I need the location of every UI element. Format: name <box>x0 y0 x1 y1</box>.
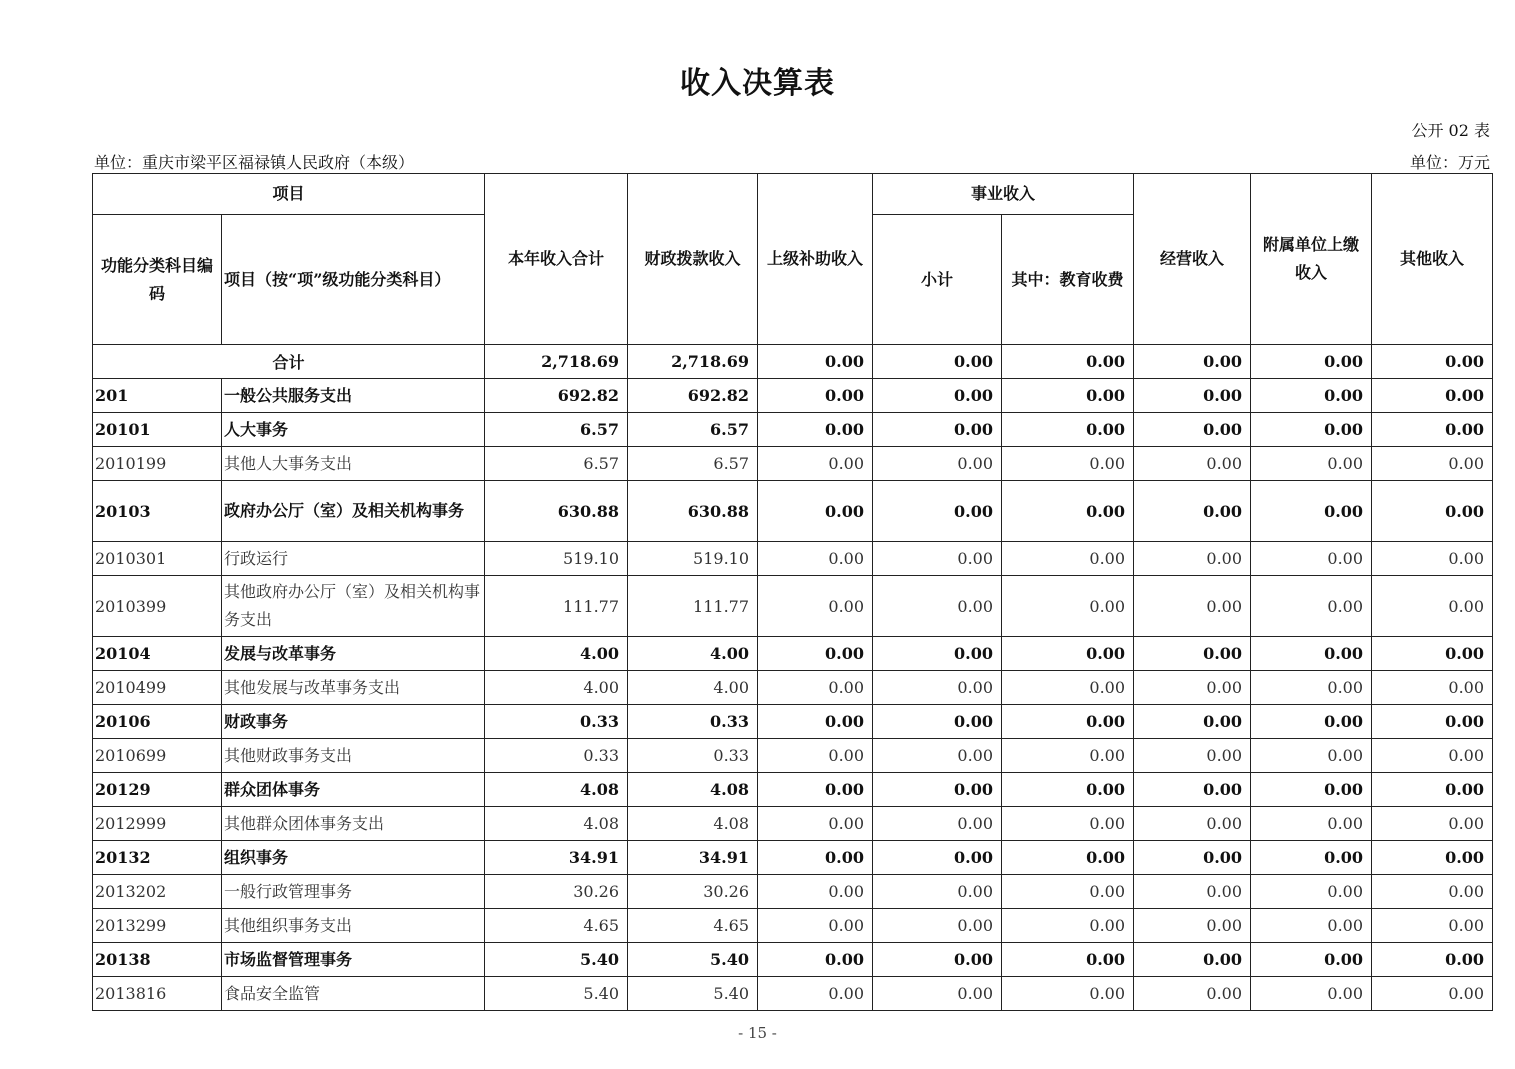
row-cell: 0.00 <box>758 807 873 841</box>
table-row <box>93 576 1493 637</box>
row-cell: 5.40 <box>628 943 758 977</box>
row-cell: 0.00 <box>1134 576 1251 637</box>
row-cell: 0.00 <box>1134 739 1251 773</box>
row-cell: 34.91 <box>628 841 758 875</box>
row-cell: 0.00 <box>873 807 1002 841</box>
table-header <box>93 174 1493 345</box>
row-cell: 0.00 <box>758 413 873 447</box>
row-name: 一般行政管理事务 <box>222 875 485 909</box>
page-number: - 15 - <box>738 1024 777 1042</box>
row-cell: 0.00 <box>758 705 873 739</box>
row-cell: 30.26 <box>485 875 628 909</box>
table-row <box>93 943 1493 977</box>
row-cell: 0.00 <box>758 671 873 705</box>
row-code: 20106 <box>93 705 222 739</box>
table-body <box>93 345 1493 1011</box>
header-total: 本年收入合计 <box>485 174 628 345</box>
table-row <box>93 379 1493 413</box>
row-cell: 6.57 <box>485 413 628 447</box>
row-cell: 0.00 <box>873 671 1002 705</box>
row-name: 群众团体事务 <box>222 773 485 807</box>
row-cell: 0.00 <box>1002 447 1134 481</box>
row-cell: 0.00 <box>873 447 1002 481</box>
row-code: 2010301 <box>93 542 222 576</box>
header-other: 其他收入 <box>1372 174 1493 345</box>
table-row <box>93 909 1493 943</box>
row-cell: 0.00 <box>1251 379 1372 413</box>
row-cell: 5.40 <box>485 977 628 1011</box>
row-cell: 0.00 <box>1251 977 1372 1011</box>
row-code: 2013299 <box>93 909 222 943</box>
row-cell: 0.00 <box>873 705 1002 739</box>
total-cell: 0.00 <box>1251 345 1372 379</box>
row-cell: 0.00 <box>1002 481 1134 542</box>
row-cell: 0.00 <box>758 739 873 773</box>
row-cell: 0.00 <box>1002 413 1134 447</box>
row-cell: 0.00 <box>1002 807 1134 841</box>
row-cell: 0.00 <box>873 977 1002 1011</box>
row-cell: 0.00 <box>1372 637 1493 671</box>
row-cell: 0.00 <box>1251 576 1372 637</box>
row-cell: 0.00 <box>1134 943 1251 977</box>
reporting-unit: 单位：重庆市梁平区福禄镇人民政府（本级） <box>94 153 415 172</box>
row-cell: 0.00 <box>1251 705 1372 739</box>
row-cell: 0.00 <box>1134 875 1251 909</box>
row-cell: 0.00 <box>1002 379 1134 413</box>
row-name: 其他财政事务支出 <box>222 739 485 773</box>
row-code: 2010699 <box>93 739 222 773</box>
row-code: 20132 <box>93 841 222 875</box>
row-cell: 0.00 <box>1134 671 1251 705</box>
row-cell: 0.00 <box>1002 576 1134 637</box>
row-cell: 0.00 <box>1372 977 1493 1011</box>
row-cell: 0.33 <box>628 705 758 739</box>
form-number: 公开 02 表 <box>1411 121 1490 140</box>
row-code: 2013816 <box>93 977 222 1011</box>
total-cell: 0.00 <box>873 345 1002 379</box>
header-affiliated: 附属单位上缴收入 <box>1251 174 1372 345</box>
row-cell: 0.00 <box>1134 447 1251 481</box>
row-code: 2013202 <box>93 875 222 909</box>
row-code: 201 <box>93 379 222 413</box>
row-cell: 0.00 <box>1002 841 1134 875</box>
row-cell: 0.00 <box>758 875 873 909</box>
row-cell: 0.00 <box>758 637 873 671</box>
row-name: 行政运行 <box>222 542 485 576</box>
currency-unit: 单位：万元 <box>1409 153 1490 172</box>
row-cell: 0.00 <box>758 379 873 413</box>
row-cell: 0.00 <box>758 773 873 807</box>
row-cell: 0.00 <box>1002 909 1134 943</box>
row-code: 20104 <box>93 637 222 671</box>
row-code: 20129 <box>93 773 222 807</box>
row-cell: 0.00 <box>1002 977 1134 1011</box>
row-cell: 0.00 <box>1251 671 1372 705</box>
table-row <box>93 413 1493 447</box>
table-row <box>93 977 1493 1011</box>
row-cell: 4.00 <box>628 637 758 671</box>
row-cell: 0.00 <box>873 739 1002 773</box>
header-superior: 上级补助收入 <box>758 174 873 345</box>
row-cell: 0.00 <box>1002 739 1134 773</box>
row-cell: 4.00 <box>628 671 758 705</box>
row-cell: 34.91 <box>485 841 628 875</box>
row-cell: 0.00 <box>873 481 1002 542</box>
header-fiscal: 财政拨款收入 <box>628 174 758 345</box>
header-subtotal: 小计 <box>873 215 1002 345</box>
header-name: 项目（按“项”级功能分类科目） <box>222 215 485 345</box>
row-name: 其他发展与改革事务支出 <box>222 671 485 705</box>
row-cell: 4.08 <box>628 773 758 807</box>
total-cell: 0.00 <box>1134 345 1251 379</box>
table-row <box>93 841 1493 875</box>
row-cell: 0.00 <box>1251 481 1372 542</box>
table-row <box>93 542 1493 576</box>
row-cell: 0.00 <box>1372 807 1493 841</box>
row-cell: 0.00 <box>1134 807 1251 841</box>
row-cell: 0.00 <box>1372 542 1493 576</box>
row-cell: 4.08 <box>485 773 628 807</box>
header-business-group: 事业收入 <box>873 174 1134 215</box>
row-cell: 0.00 <box>758 909 873 943</box>
row-cell: 0.00 <box>873 943 1002 977</box>
row-cell: 0.00 <box>873 841 1002 875</box>
row-name: 组织事务 <box>222 841 485 875</box>
row-name: 其他人大事务支出 <box>222 447 485 481</box>
row-cell: 0.00 <box>873 542 1002 576</box>
row-cell: 0.00 <box>1372 576 1493 637</box>
row-cell: 0.00 <box>1251 875 1372 909</box>
row-cell: 0.00 <box>758 576 873 637</box>
row-name: 财政事务 <box>222 705 485 739</box>
row-cell: 0.00 <box>1134 637 1251 671</box>
row-cell: 0.00 <box>1134 542 1251 576</box>
row-cell: 4.08 <box>485 807 628 841</box>
row-cell: 692.82 <box>485 379 628 413</box>
row-cell: 0.00 <box>1134 705 1251 739</box>
row-cell: 0.00 <box>1134 841 1251 875</box>
row-cell: 5.40 <box>485 943 628 977</box>
row-cell: 0.00 <box>758 841 873 875</box>
row-code: 20101 <box>93 413 222 447</box>
row-cell: 0.00 <box>1251 773 1372 807</box>
row-cell: 0.00 <box>1251 413 1372 447</box>
row-cell: 0.00 <box>1134 773 1251 807</box>
table-row <box>93 773 1493 807</box>
table-row <box>93 481 1493 542</box>
row-cell: 0.00 <box>1372 481 1493 542</box>
row-cell: 0.00 <box>873 637 1002 671</box>
row-cell: 0.00 <box>1002 943 1134 977</box>
row-cell: 0.00 <box>1372 943 1493 977</box>
table-row <box>93 705 1493 739</box>
row-cell: 0.00 <box>873 773 1002 807</box>
row-name: 人大事务 <box>222 413 485 447</box>
row-cell: 0.00 <box>1372 447 1493 481</box>
row-cell: 4.65 <box>628 909 758 943</box>
row-code: 20138 <box>93 943 222 977</box>
row-cell: 30.26 <box>628 875 758 909</box>
row-cell: 0.00 <box>1372 773 1493 807</box>
table-row <box>93 637 1493 671</box>
row-code: 2010199 <box>93 447 222 481</box>
row-cell: 0.33 <box>485 739 628 773</box>
row-name: 其他群众团体事务支出 <box>222 807 485 841</box>
row-cell: 0.00 <box>1251 807 1372 841</box>
total-cell: 2,718.69 <box>628 345 758 379</box>
row-cell: 0.33 <box>628 739 758 773</box>
row-cell: 630.88 <box>485 481 628 542</box>
row-cell: 0.00 <box>1002 542 1134 576</box>
header-code: 功能分类科目编码 <box>93 215 222 345</box>
row-code: 2012999 <box>93 807 222 841</box>
row-cell: 0.00 <box>873 413 1002 447</box>
total-cell: 2,718.69 <box>485 345 628 379</box>
row-cell: 0.00 <box>1372 413 1493 447</box>
row-cell: 0.00 <box>758 447 873 481</box>
row-cell: 0.00 <box>1002 875 1134 909</box>
row-cell: 0.00 <box>873 909 1002 943</box>
row-cell: 0.00 <box>1372 705 1493 739</box>
row-cell: 0.00 <box>1251 739 1372 773</box>
row-code: 2010399 <box>93 576 222 637</box>
row-cell: 111.77 <box>485 576 628 637</box>
row-cell: 0.00 <box>873 875 1002 909</box>
total-cell: 0.00 <box>758 345 873 379</box>
row-cell: 0.00 <box>1134 379 1251 413</box>
total-row <box>93 345 1493 379</box>
row-cell: 4.00 <box>485 671 628 705</box>
total-label: 合计 <box>93 345 485 379</box>
row-cell: 0.33 <box>485 705 628 739</box>
income-table <box>92 173 1493 1011</box>
row-cell: 6.57 <box>628 447 758 481</box>
row-cell: 0.00 <box>758 481 873 542</box>
table-row <box>93 875 1493 909</box>
row-name: 发展与改革事务 <box>222 637 485 671</box>
row-cell: 0.00 <box>1372 379 1493 413</box>
row-cell: 0.00 <box>873 379 1002 413</box>
page-title: 收入决算表 <box>680 66 835 101</box>
row-cell: 5.40 <box>628 977 758 1011</box>
row-cell: 0.00 <box>1002 637 1134 671</box>
row-cell: 4.65 <box>485 909 628 943</box>
row-cell: 0.00 <box>1002 671 1134 705</box>
row-cell: 111.77 <box>628 576 758 637</box>
row-cell: 0.00 <box>1372 875 1493 909</box>
row-cell: 0.00 <box>758 943 873 977</box>
row-cell: 692.82 <box>628 379 758 413</box>
row-cell: 0.00 <box>1134 481 1251 542</box>
row-cell: 0.00 <box>1134 413 1251 447</box>
table-row <box>93 739 1493 773</box>
row-cell: 519.10 <box>628 542 758 576</box>
row-cell: 0.00 <box>1251 909 1372 943</box>
row-cell: 0.00 <box>1251 542 1372 576</box>
row-cell: 0.00 <box>1002 773 1134 807</box>
row-name: 一般公共服务支出 <box>222 379 485 413</box>
row-cell: 630.88 <box>628 481 758 542</box>
row-cell: 0.00 <box>758 977 873 1011</box>
row-cell: 0.00 <box>1251 943 1372 977</box>
row-cell: 519.10 <box>485 542 628 576</box>
table-row <box>93 671 1493 705</box>
row-cell: 0.00 <box>1251 841 1372 875</box>
row-cell: 0.00 <box>1002 705 1134 739</box>
row-cell: 6.57 <box>628 413 758 447</box>
row-cell: 0.00 <box>1134 977 1251 1011</box>
row-name: 其他政府办公厅（室）及相关机构事务支出 <box>222 576 485 637</box>
row-cell: 0.00 <box>1372 739 1493 773</box>
row-cell: 0.00 <box>1372 841 1493 875</box>
table-row <box>93 807 1493 841</box>
row-cell: 0.00 <box>1251 637 1372 671</box>
header-operating: 经营收入 <box>1134 174 1251 345</box>
row-cell: 0.00 <box>1134 909 1251 943</box>
total-cell: 0.00 <box>1002 345 1134 379</box>
row-cell: 0.00 <box>1251 447 1372 481</box>
row-cell: 6.57 <box>485 447 628 481</box>
row-cell: 0.00 <box>1372 671 1493 705</box>
row-name: 其他组织事务支出 <box>222 909 485 943</box>
row-cell: 0.00 <box>873 576 1002 637</box>
row-name: 食品安全监管 <box>222 977 485 1011</box>
row-cell: 0.00 <box>758 542 873 576</box>
row-cell: 4.08 <box>628 807 758 841</box>
row-cell: 4.00 <box>485 637 628 671</box>
header-education: 其中：教育收费 <box>1002 215 1134 345</box>
row-name: 政府办公厅（室）及相关机构事务 <box>222 481 485 542</box>
total-cell: 0.00 <box>1372 345 1493 379</box>
row-code: 20103 <box>93 481 222 542</box>
row-code: 2010499 <box>93 671 222 705</box>
row-cell: 0.00 <box>1372 909 1493 943</box>
row-name: 市场监督管理事务 <box>222 943 485 977</box>
table-row <box>93 447 1493 481</box>
header-project-group: 项目 <box>93 174 485 215</box>
